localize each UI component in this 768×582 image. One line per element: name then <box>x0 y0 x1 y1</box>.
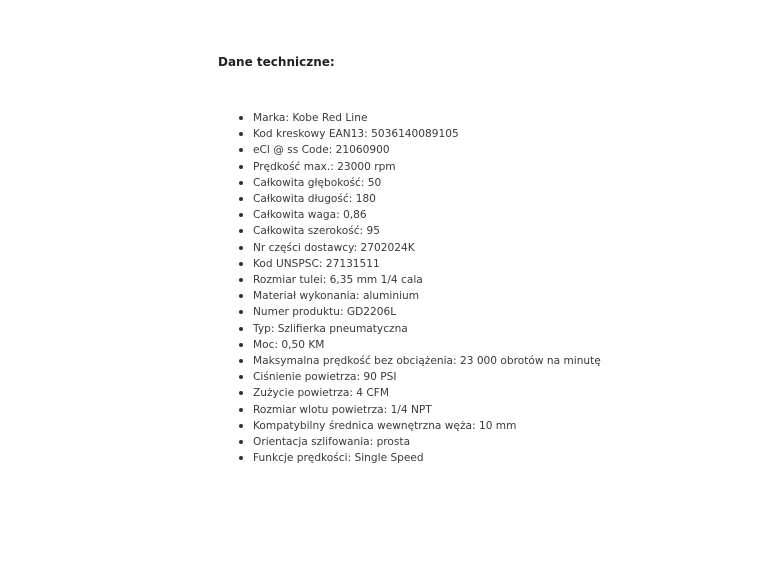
spec-value: 50 <box>367 176 382 189</box>
spec-item-material: Materiał wykonania: aluminium <box>238 288 601 304</box>
spec-label: Całkowita waga <box>253 209 337 222</box>
spec-label: Kod UNSPSC <box>253 257 319 270</box>
spec-label: Całkowita głębokość <box>253 176 361 189</box>
spec-item-total-width: Całkowita szerokość: 95 <box>238 223 601 239</box>
bullet-icon <box>239 246 243 250</box>
spec-label: eCl @ ss Code <box>253 144 329 157</box>
bullet-icon <box>239 456 243 460</box>
spec-value: 23 000 obrotów na minutę <box>459 355 601 368</box>
spec-label: Kompatybilny średnica wewnętrzna węża <box>253 419 473 432</box>
bullet-icon <box>239 310 243 314</box>
spec-item-ean13: Kod kreskowy EAN13: 5036140089105 <box>238 126 601 142</box>
spec-label: Całkowita szerokość <box>253 225 360 238</box>
spec-item-total-depth: Całkowita głębokość: 50 <box>238 175 601 191</box>
spec-value: 10 mm <box>478 419 517 432</box>
spec-value: prosta <box>376 436 411 449</box>
spec-item-max-no-load-speed: Maksymalna prędkość bez obciążenia: 23 000 obrotów na minutę <box>238 353 601 369</box>
bullet-icon <box>239 440 243 444</box>
bullet-icon <box>239 278 243 282</box>
spec-item-air-pressure: Ciśnienie powietrza: 90 PSI <box>238 369 601 385</box>
spec-value: aluminium <box>362 290 420 303</box>
spec-value: 27131511 <box>325 257 380 270</box>
spec-label: Zużycie powietrza <box>253 387 350 400</box>
spec-value: 90 PSI <box>363 371 397 384</box>
spec-value: 21060900 <box>335 144 390 157</box>
spec-item-unspsc-code: Kod UNSPSC: 27131511 <box>238 256 601 272</box>
spec-item-product-number: Numer produktu: GD2206L <box>238 304 601 320</box>
spec-label: Funkcje prędkości <box>253 452 348 465</box>
spec-label: Całkowita długość <box>253 193 349 206</box>
spec-item-speed-functions: Funkcje prędkości: Single Speed <box>238 450 601 466</box>
spec-label: Rozmiar tulei <box>253 274 323 287</box>
spec-item-air-inlet-size: Rozmiar wlotu powietrza: 1/4 NPT <box>238 402 601 418</box>
bullet-icon <box>239 424 243 428</box>
spec-item-air-consumption: Zużycie powietrza: 4 CFM <box>238 385 601 401</box>
spec-value: 4 CFM <box>356 387 390 400</box>
spec-value: 0,50 KM <box>281 338 325 351</box>
spec-item-collet-size: Rozmiar tulei: 6,35 mm 1/4 cala <box>238 272 601 288</box>
spec-label: Maksymalna prędkość bez obciążenia <box>253 355 454 368</box>
spec-value: 1/4 NPT <box>390 403 432 416</box>
spec-label: Prędkość max. <box>253 160 331 173</box>
spec-item-eclass-code: eCl @ ss Code: 21060900 <box>238 142 601 158</box>
spec-value: 2702024K <box>360 241 415 254</box>
spec-label: Orientacja szlifowania <box>253 436 370 449</box>
spec-label: Numer produktu <box>253 306 340 319</box>
spec-item-total-length: Całkowita długość: 180 <box>238 191 601 207</box>
spec-value: 95 <box>366 225 380 238</box>
spec-item-max-speed: Prędkość max.: 23000 rpm <box>238 159 601 175</box>
spec-value: 0,86 <box>343 209 367 222</box>
spec-value: Single Speed <box>354 452 424 465</box>
spec-item-power: Moc: 0,50 KM <box>238 337 601 353</box>
bullet-icon <box>239 197 243 201</box>
spec-item-type: Typ: Szlifierka pneumatyczna <box>238 321 601 337</box>
spec-item-grinding-orientation: Orientacja szlifowania: prosta <box>238 434 601 450</box>
bullet-icon <box>239 408 243 412</box>
bullet-icon <box>239 229 243 233</box>
bullet-icon <box>239 213 243 217</box>
bullet-icon <box>239 359 243 363</box>
spec-item-supplier-part-number: Nr części dostawcy: 2702024K <box>238 240 601 256</box>
spec-label: Materiał wykonania <box>253 290 356 303</box>
spec-item-total-weight: Całkowita waga: 0,86 <box>238 207 601 223</box>
bullet-icon <box>239 391 243 395</box>
spec-value: 6,35 mm 1/4 cala <box>329 274 423 287</box>
bullet-icon <box>239 343 243 347</box>
spec-item-brand: Marka: Kobe Red Line <box>238 110 601 126</box>
spec-label: Nr części dostawcy <box>253 241 354 254</box>
spec-value: 23000 rpm <box>337 160 396 173</box>
bullet-icon <box>239 181 243 185</box>
spec-list <box>238 110 601 466</box>
spec-value: GD2206L <box>346 306 397 319</box>
spec-label: Typ <box>253 322 271 335</box>
spec-value: Szlifierka pneumatyczna <box>277 322 408 335</box>
spec-label: Marka <box>253 112 286 124</box>
bullet-icon <box>239 327 243 331</box>
spec-item-hose-inner-diameter: Kompatybilny średnica wewnętrzna węża: 10 mm <box>238 418 601 434</box>
spec-label: Rozmiar wlotu powietrza <box>253 403 384 416</box>
section-title: Dane techniczne: <box>218 55 335 69</box>
bullet-icon <box>239 375 243 379</box>
bullet-icon <box>239 165 243 169</box>
spec-label: Kod kreskowy EAN13 <box>253 128 365 141</box>
bullet-icon <box>239 262 243 266</box>
bullet-icon <box>239 116 243 120</box>
spec-value: 180 <box>355 193 376 206</box>
bullet-icon <box>239 294 243 298</box>
spec-value: Kobe Red Line <box>292 112 368 124</box>
bullet-icon <box>239 148 243 152</box>
bullet-icon <box>239 132 243 136</box>
spec-label: Ciśnienie powietrza <box>253 371 357 384</box>
spec-label: Moc <box>253 338 275 351</box>
spec-value: 5036140089105 <box>371 128 459 141</box>
